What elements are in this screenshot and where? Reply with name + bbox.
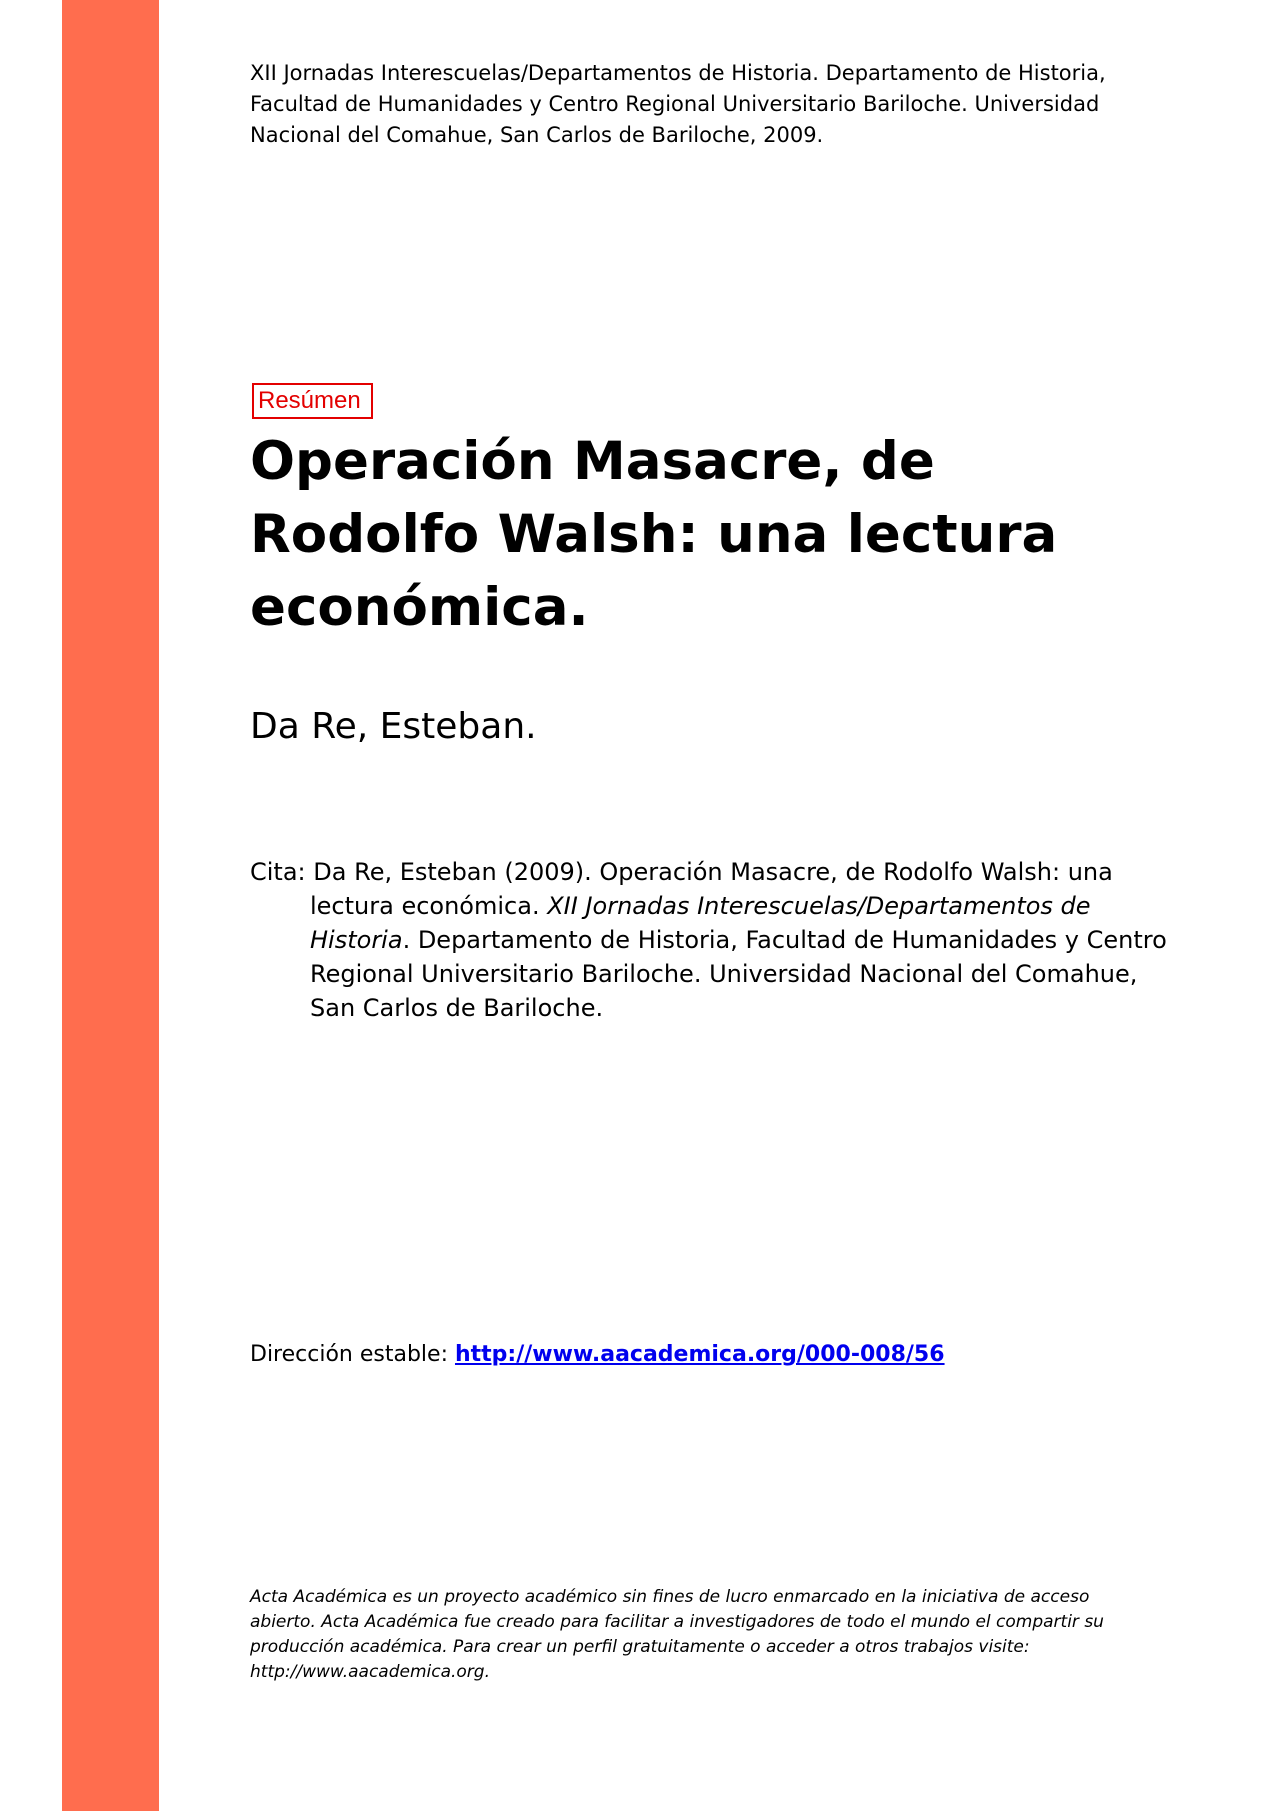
citation-label: Cita: — [250, 858, 306, 886]
citation-text-continued: . Departamento de Historia, Facultad de Humanidades y Centro Regional Universitario Bariloche. Universidad Nacional del Comahue, San Carlos de Bariloche. — [310, 926, 1167, 1022]
citation-text: Da Re, Esteban (2009). Operación Masacre, de Rodolfo Walsh: una lectura económica. — [310, 858, 1113, 920]
stable-address-label: Dirección estable: — [250, 1342, 448, 1367]
document-title: Operación Masacre, de Rodolfo Walsh: una lectura económica. — [250, 431, 1058, 638]
side-color-bar — [62, 0, 159, 1811]
stable-address — [250, 1338, 1130, 1372]
author-name: Da Re, Esteban. — [250, 706, 537, 747]
citation — [250, 855, 1190, 1025]
footer-note: Acta Académica es un proyecto académico sin fines de lucro enmarcado en la iniciativa de acceso abierto. Acta Académica fue creado para facilitar a investigadores de todo el mundo el compartir su producción académica. Para crear un perfil gratuitamente o acceder a otros trabajos visite: http://www.aacademica.org. — [250, 1587, 1104, 1682]
citation-venue: XII Jornadas Interescuelas/Departamentos de Historia — [310, 892, 1091, 954]
document-type-tag: Resúmen — [252, 383, 373, 419]
stable-address-link[interactable]: http://www.aacademica.org/000-008/56 — [454, 1342, 945, 1367]
event-header: XII Jornadas Interescuelas/Departamentos de Historia. Departamento de Historia, Facultad de Humanidades y Centro Regional Universitario Bariloche. Universidad Nacional del Comahue, San Carlos de Bariloche, 2009. — [250, 61, 1106, 147]
